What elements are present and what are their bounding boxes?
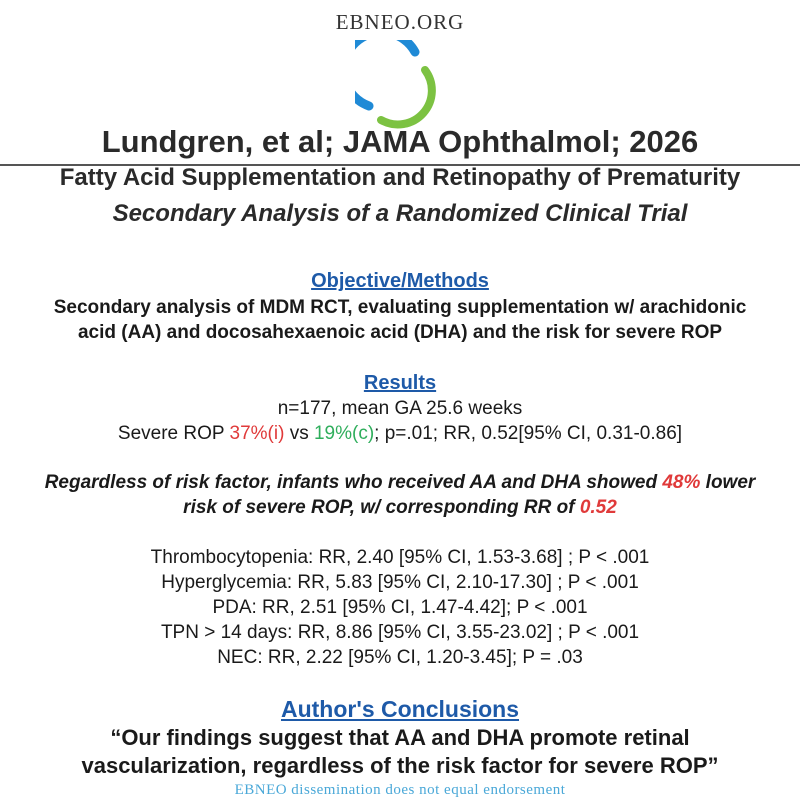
ebneo-ring-logo-icon	[355, 40, 447, 132]
regardless-percent: 48%	[662, 472, 701, 493]
article-subtitle: Secondary Analysis of a Randomized Clinical Trial	[112, 200, 688, 227]
rop-vs: vs	[284, 423, 314, 444]
regardless-line-2	[0, 497, 800, 519]
rop-control-rate: 19%(c)	[313, 423, 375, 444]
factor-tpn: TPN > 14 days: RR, 8.86 [95% CI, 3.55-23.02] ; P < .001	[160, 622, 640, 643]
rop-suffix: ; p=.01; RR, 0.52[95% CI, 0.31-0.86]	[374, 423, 683, 444]
objective-line-1: Secondary analysis of MDM RCT, evaluating supplementation w/ arachidonic	[53, 297, 747, 318]
regardless-text-b: lower	[700, 472, 756, 493]
objective-heading: Objective/Methods	[311, 270, 489, 292]
conclusions-line-2: vascularization, regardless of the risk factor for severe ROP”	[81, 753, 719, 778]
conclusions-line-1: “Our findings suggest that AA and DHA promote retinal	[110, 725, 690, 750]
rop-prefix: Severe ROP	[117, 423, 230, 444]
site-name: EBNEO.ORG	[335, 10, 465, 34]
factor-thrombocytopenia: Thrombocytopenia: RR, 2.40 [95% CI, 1.53-3.68] ; P < .001	[150, 547, 650, 568]
regardless-text-a: Regardless of risk factor, infants who received AA and DHA showed	[44, 472, 663, 493]
disclaimer-footer: EBNEO dissemination does not equal endorsement	[234, 782, 566, 798]
results-heading: Results	[363, 372, 437, 394]
regardless-line-1	[0, 472, 800, 494]
objective-line-2: acid (AA) and docosahexaenoic acid (DHA) and the risk for severe ROP	[77, 322, 723, 343]
conclusions-heading: Author's Conclusions	[280, 696, 520, 722]
rop-intervention-rate: 37%(i)	[229, 423, 285, 444]
regardless-text-c: risk of severe ROP, w/ corresponding RR of	[183, 497, 580, 518]
factor-hyperglycemia: Hyperglycemia: RR, 5.83 [95% CI, 2.10-17.30] ; P < .001	[161, 572, 639, 593]
factor-nec: NEC: RR, 2.22 [95% CI, 1.20-3.45]; P = .03	[217, 647, 583, 668]
results-sample: n=177, mean GA 25.6 weeks	[277, 398, 523, 419]
regardless-rr: 0.52	[579, 497, 617, 518]
article-title: Fatty Acid Supplementation and Retinopathy of Prematurity	[59, 164, 741, 191]
citation: Lundgren, et al; JAMA Ophthalmol; 2026	[101, 124, 699, 159]
results-severe-rop	[0, 423, 800, 445]
factor-pda: PDA: RR, 2.51 [95% CI, 1.47-4.42]; P < .001	[212, 597, 588, 618]
